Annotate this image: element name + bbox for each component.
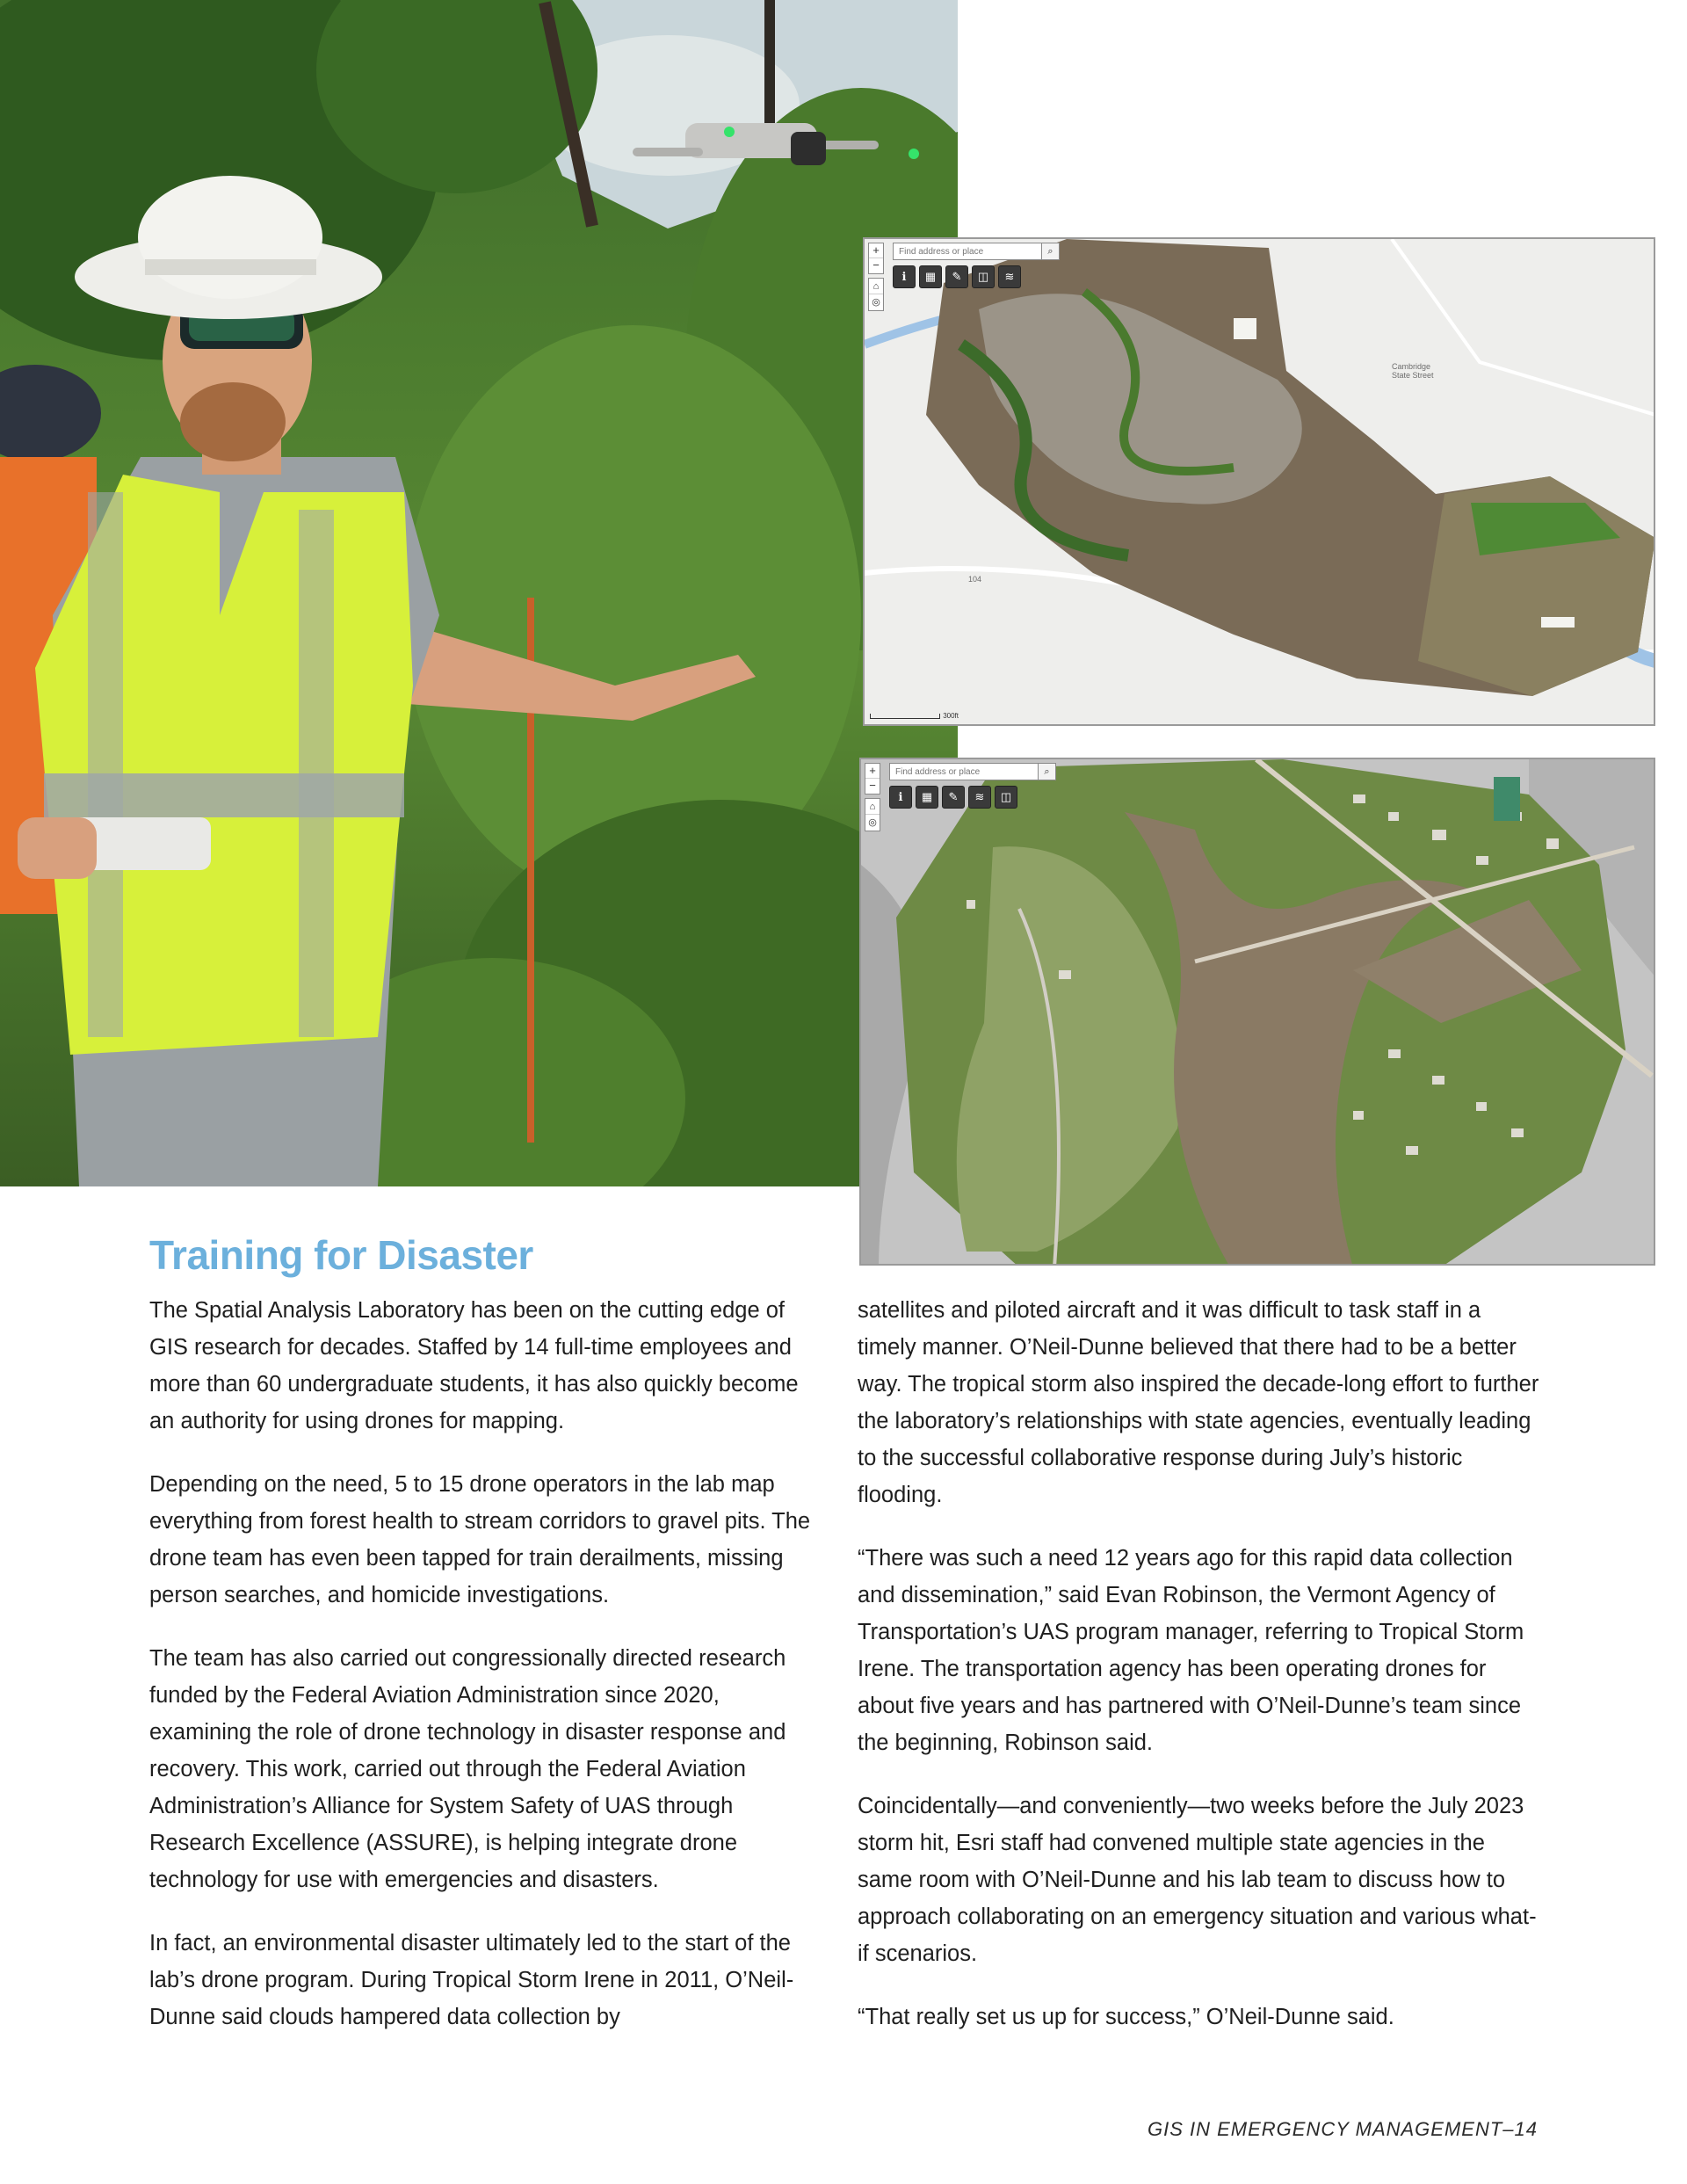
page-footer: GIS IN EMERGENCY MANAGEMENT–14 bbox=[1147, 2118, 1538, 2140]
map-search-input[interactable] bbox=[894, 243, 1041, 259]
paragraph: “That really set us up for success,” O’Neil-Dunne said. bbox=[858, 2005, 1394, 2029]
tree-trunk-2 bbox=[764, 0, 775, 132]
home-icon[interactable]: ⌂ bbox=[865, 799, 880, 815]
map-zoom-controls bbox=[868, 243, 884, 274]
map-search-input[interactable] bbox=[890, 764, 1038, 780]
info-icon[interactable]: ℹ bbox=[889, 786, 912, 809]
locate-icon[interactable]: ◎ bbox=[868, 817, 877, 828]
map-overview-imagery bbox=[865, 239, 1655, 726]
map-side-controls-detail bbox=[865, 798, 880, 831]
map-toolbar bbox=[893, 265, 1021, 288]
search-icon[interactable]: ⌕ bbox=[1041, 243, 1059, 259]
paragraph: satellites and piloted aircraft and it was difficult to task staff in a timely manner. O’Neil-Dunne believed that there had to be a better way. The tropical storm also inspired the decade-long effort to further the laboratory’s relationships with state agencies, eventually leading to the successful collaborative response during July’s historic flooding. bbox=[858, 1298, 1539, 1507]
flood-map-overview[interactable] bbox=[863, 237, 1655, 726]
locate-icon[interactable]: ◎ bbox=[872, 297, 880, 308]
map-side-controls bbox=[868, 278, 884, 311]
swipe-icon[interactable]: ◫ bbox=[995, 786, 1017, 809]
map-gap-2 bbox=[1541, 617, 1575, 628]
measure-icon[interactable]: ✎ bbox=[942, 786, 965, 809]
map-scale-label: 300ft bbox=[943, 712, 959, 720]
basemap-gallery-icon[interactable]: ▦ bbox=[916, 786, 938, 809]
layers-icon[interactable]: ≋ bbox=[968, 786, 991, 809]
photo-illustration bbox=[0, 0, 958, 1186]
map-zoom-controls-detail bbox=[865, 763, 880, 795]
measure-icon[interactable]: ✎ bbox=[945, 265, 968, 288]
article-column-right bbox=[858, 1292, 1543, 2062]
paragraph: The team has also carried out congressionally directed research funded by the Federal Aviation Administration since 2020, examining the role of drone technology in disaster response and recovery. This work, carried out through the Federal Aviation Administration’s Alliance for System Safety of UAS through Research Excellence (ASSURE), is helping integrate drone technology for use with emergencies and disasters. bbox=[149, 1646, 786, 1892]
paragraph: The Spatial Analysis Laboratory has been on the cutting edge of GIS research for decades. Staffed by 14 full-time employees and more than 60 undergraduate students, it has also quickly become an authority for using drones for mapping. bbox=[149, 1298, 799, 1433]
zoom-in-button[interactable]: + bbox=[865, 764, 880, 779]
paragraph: Coincidentally—and conveniently—two weeks before the July 2023 storm hit, Esri staff had convened multiple state agencies in the same room with O’Neil-Dunne and his lab team to discuss how to approach collaborating on an emergency situation and various what-if scenarios. bbox=[858, 1794, 1537, 1966]
map-scalebar bbox=[870, 712, 959, 720]
zoom-in-button[interactable]: + bbox=[869, 243, 883, 258]
flood-map-detail[interactable] bbox=[859, 758, 1655, 1266]
operator-beard bbox=[180, 382, 286, 461]
layers-icon[interactable]: ≋ bbox=[998, 265, 1021, 288]
map-search-box bbox=[893, 243, 1060, 260]
operator-hat-crown bbox=[138, 176, 322, 299]
basemap-gallery-icon[interactable]: ▦ bbox=[919, 265, 942, 288]
map-place-label: Cambridge State Street bbox=[1392, 362, 1434, 380]
paragraph: “There was such a need 12 years ago for this rapid data collection and dissemination,” said Evan Robinson, the Vermont Agency of Transportation’s UAS program manager, referring to Tropical Storm Irene. The transportation agency has been operating drones for about five years and has partnered with O’Neil-Dunne’s team since the beginning, Robinson said. bbox=[858, 1546, 1524, 1755]
swipe-icon[interactable]: ◫ bbox=[972, 265, 995, 288]
sports-field bbox=[1494, 777, 1520, 821]
info-icon[interactable]: ℹ bbox=[893, 265, 916, 288]
map-search-box-detail bbox=[889, 763, 1056, 780]
map-detail-imagery bbox=[861, 759, 1655, 1266]
article-column-left bbox=[149, 1292, 826, 2062]
vest-reflective-stripe-2 bbox=[88, 492, 123, 1037]
home-icon[interactable]: ⌂ bbox=[869, 279, 883, 294]
map-road-2 bbox=[1392, 239, 1655, 415]
search-icon[interactable]: ⌕ bbox=[1038, 764, 1055, 780]
zoom-out-button[interactable]: − bbox=[872, 258, 880, 272]
paragraph: In fact, an environmental disaster ultimately led to the start of the lab’s drone program. During Tropical Storm Irene in 2011, O’Neil-Dunne said clouds hampered data collection by bbox=[149, 1931, 794, 2029]
background-person-cap bbox=[0, 365, 101, 461]
article-heading: Training for Disaster bbox=[149, 1232, 533, 1278]
vest-reflective-stripe-3 bbox=[299, 510, 334, 1037]
map-gap bbox=[1234, 318, 1256, 339]
zoom-out-button[interactable]: − bbox=[869, 779, 876, 792]
drone-operator-photo bbox=[0, 0, 958, 1186]
operator-hand bbox=[18, 817, 97, 879]
map-toolbar-detail bbox=[889, 786, 1017, 809]
paragraph: Depending on the need, 5 to 15 drone operators in the lab map everything from forest health to stream corridors to gravel pits. The drone team has even been tapped for train derailments, missing person searches, and homicide investigations. bbox=[149, 1472, 811, 1607]
map-road-label: 104 bbox=[968, 575, 982, 584]
